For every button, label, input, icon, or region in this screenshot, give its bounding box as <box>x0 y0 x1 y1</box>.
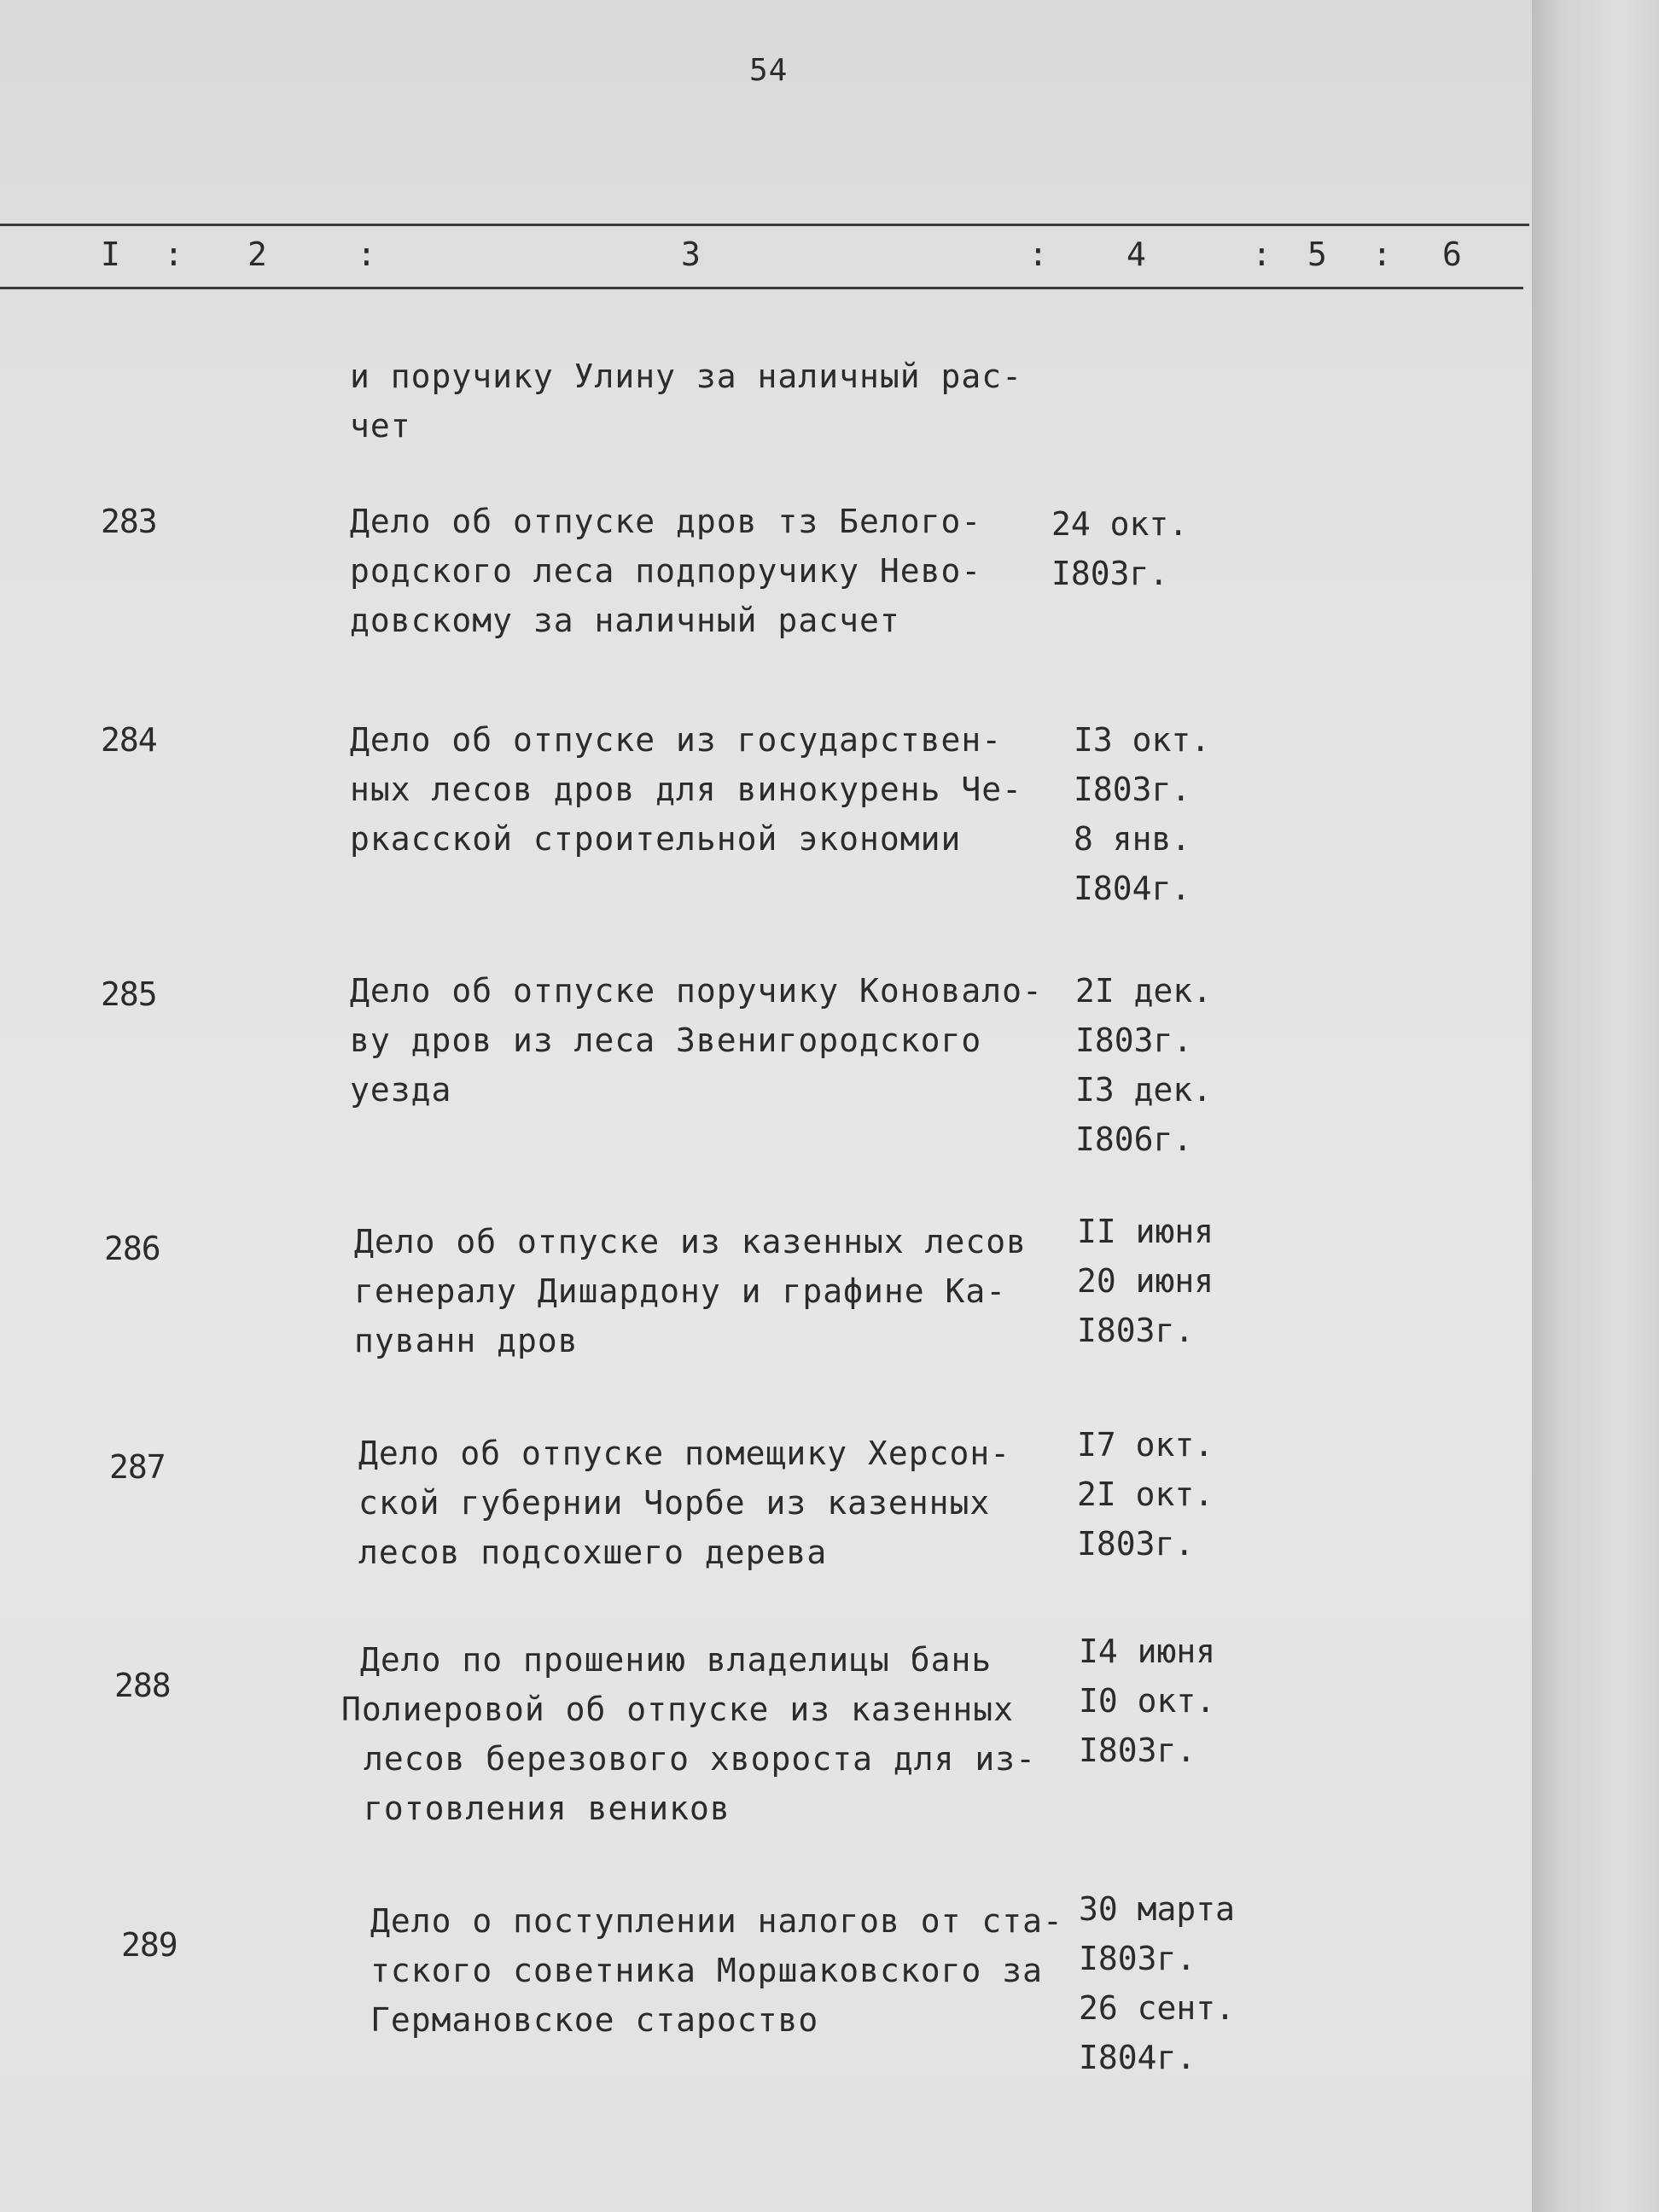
column-header-2: 2 <box>247 236 267 273</box>
text-line: чет <box>350 407 411 445</box>
date-line: I803г. <box>1074 771 1191 808</box>
date-line: I804г. <box>1074 870 1191 907</box>
text-line: Дело об отпуске дров тз Белого- <box>350 503 982 540</box>
entry-dates <box>1077 1207 1214 1355</box>
text-line: лесов березового хвороста для из- <box>364 1740 1036 1778</box>
date-line: I803г. <box>1075 1022 1193 1059</box>
text-line: пуванн дров <box>354 1322 579 1359</box>
text-line: ркасской строительной экономии <box>350 820 962 858</box>
text-line: Дело по прошению владелицы бань <box>360 1641 992 1679</box>
text-line: Дело о поступлении налогов от ста- <box>370 1902 1063 1940</box>
text-line: уезда <box>350 1071 452 1109</box>
date-line: 8 янв. <box>1074 820 1191 858</box>
entry-number: 289 <box>121 1926 178 1964</box>
text-line: тского советника Моршаковского за <box>370 1952 1043 1989</box>
text-line: ской губернии Чорбе из казенных <box>358 1484 991 1522</box>
column-header-3: 3 <box>681 236 701 273</box>
date-line: I4 июня <box>1079 1633 1216 1670</box>
text-line: Дело об отпуске поручику Коновало- <box>350 972 1043 1010</box>
date-line: I803г. <box>1051 555 1169 592</box>
entry-number: 287 <box>109 1448 166 1486</box>
entry-dates <box>1079 1627 1215 1775</box>
date-line: 26 сент. <box>1079 1989 1236 2027</box>
entry-dates <box>1051 499 1188 598</box>
text-line: Полиеровой об отпуске из казенных <box>341 1691 1014 1728</box>
column-separator: : <box>357 236 376 273</box>
date-line: I806г. <box>1075 1121 1193 1158</box>
entry-dates <box>1075 966 1212 1164</box>
date-line: II июня <box>1077 1213 1214 1250</box>
entry-title <box>341 1635 1036 1833</box>
date-line: I804г. <box>1079 2039 1196 2076</box>
text-line: родского леса подпоручику Нево- <box>350 552 982 590</box>
date-line: 2I дек. <box>1075 972 1213 1010</box>
column-header-4: 4 <box>1126 236 1146 273</box>
text-line: Дело об отпуске из государствен- <box>350 721 1003 759</box>
date-line: 20 июня <box>1077 1262 1214 1300</box>
entry-title <box>370 1896 1063 2045</box>
entry-dates <box>1077 1420 1214 1569</box>
column-header-6: 6 <box>1442 236 1462 273</box>
date-line: I803г. <box>1077 1525 1195 1563</box>
entry-dates <box>1079 1884 1235 2082</box>
header-bottom-rule <box>0 287 1523 289</box>
entry-number: 288 <box>114 1667 171 1704</box>
text-line: Дело об отпуске помещику Херсон- <box>358 1435 1011 1472</box>
text-line: и поручику Улину за наличный рас- <box>350 358 1022 395</box>
entry-number: 283 <box>101 503 157 540</box>
entry-title <box>358 1429 1010 1577</box>
header-top-rule <box>0 224 1529 226</box>
date-line: 24 окт. <box>1051 505 1189 543</box>
column-header-1: I <box>101 236 120 273</box>
column-separator: : <box>1028 236 1048 273</box>
page-edge <box>1532 0 1659 2212</box>
text-line: Дело об отпуске из казенных лесов <box>354 1223 1027 1260</box>
date-line: I3 дек. <box>1075 1071 1213 1109</box>
text-line: генералу Дишардону и графине Ка- <box>354 1272 1007 1310</box>
text-line: Германовское староство <box>370 2001 819 2039</box>
page-number: 54 <box>749 53 789 88</box>
date-line: 30 марта <box>1079 1890 1236 1928</box>
date-line: I803г. <box>1079 1732 1196 1769</box>
text-line: ных лесов дров для винокурень Че- <box>350 771 1022 808</box>
continuation-text <box>350 352 1022 451</box>
entry-dates <box>1074 715 1210 913</box>
column-separator: : <box>1372 236 1392 273</box>
entry-title <box>350 715 1022 864</box>
entry-title <box>350 966 1043 1115</box>
date-line: I803г. <box>1079 1940 1196 1977</box>
column-header-5: 5 <box>1307 236 1327 273</box>
date-line: I0 окт. <box>1079 1682 1216 1720</box>
text-line: довскому за наличный расчет <box>350 602 900 639</box>
text-line: ву дров из леса Звенигородского <box>350 1022 982 1059</box>
entry-number: 284 <box>101 721 157 759</box>
date-line: I7 окт. <box>1077 1426 1214 1464</box>
text-line: лесов подсохшего дерева <box>358 1534 828 1571</box>
date-line: 2I окт. <box>1077 1476 1214 1513</box>
column-separator: : <box>1252 236 1272 273</box>
entry-title <box>350 497 981 645</box>
entry-number: 286 <box>104 1230 160 1267</box>
text-line: готовления веников <box>364 1790 731 1827</box>
entry-title <box>354 1217 1027 1365</box>
date-line: I3 окт. <box>1074 721 1211 759</box>
column-separator: : <box>164 236 183 273</box>
date-line: I803г. <box>1077 1312 1195 1349</box>
entry-number: 285 <box>101 975 157 1013</box>
